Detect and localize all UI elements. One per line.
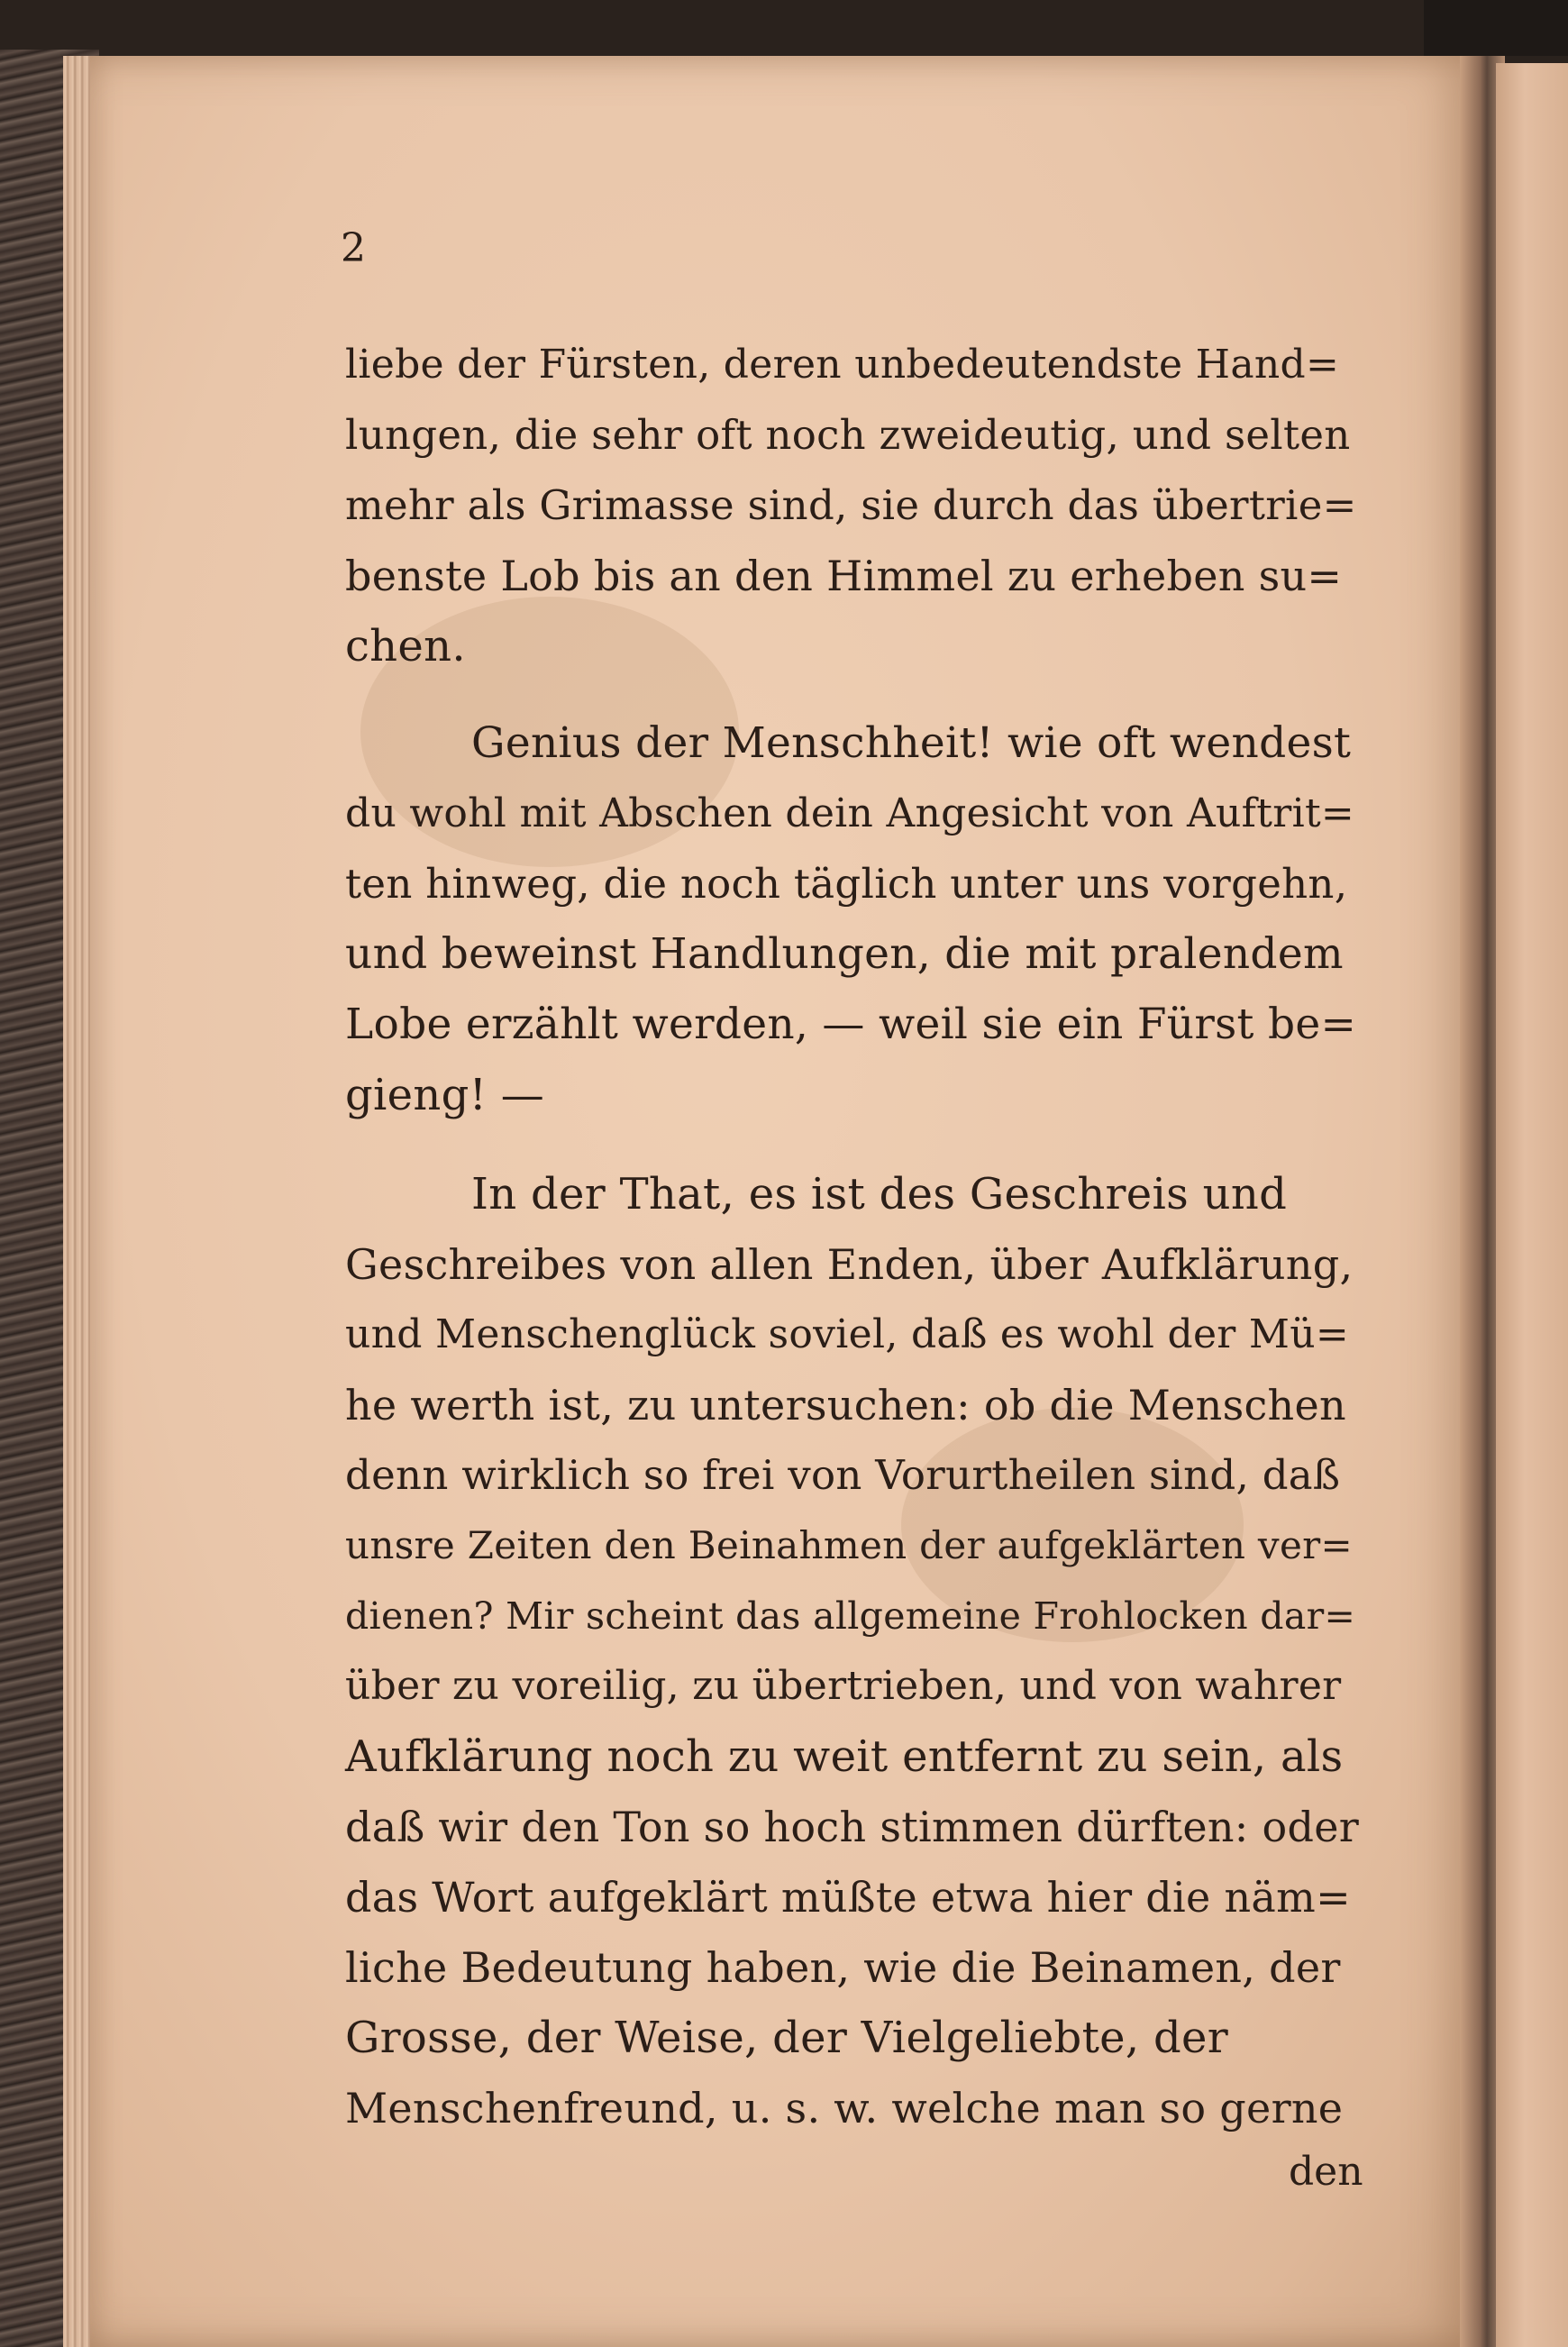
text-line: Lobe erzählt werden, — weil sie ein Fürst be=	[345, 1000, 1357, 1049]
page-number: 2	[341, 225, 366, 271]
text-line: liebe der Fürsten, deren unbedeutendste Hand=	[345, 342, 1340, 388]
text-line: In der That, es ist des Geschreis und	[471, 1169, 1288, 1219]
text-line: denn wirklich so frei von Vorurtheilen sind, daß	[345, 1451, 1341, 1499]
text-line: ten hinweg, die noch täglich unter uns vorgehn,	[345, 860, 1348, 908]
text-line: über zu voreilig, zu übertrieben, und von wahrer	[345, 1663, 1342, 1709]
text-line: und Menschenglück soviel, daß es wohl der Mü=	[345, 1311, 1350, 1357]
text-line: unsre Zeiten den Beinahmen der aufgeklärten ver=	[345, 1523, 1353, 1567]
text-line: Aufklärung noch zu weit entfernt zu sein, als	[345, 1731, 1344, 1782]
text-line: Genius der Menschheit! wie oft wendest	[471, 718, 1352, 768]
text-line: Grosse, der Weise, der Vielgeliebte, der	[345, 2013, 1228, 2063]
background-strip	[1424, 0, 1568, 56]
text-line: Geschreibes von allen Enden, über Aufklärung,	[345, 1240, 1354, 1289]
text-line: he werth ist, zu untersuchen: ob die Menschen	[345, 1381, 1346, 1429]
text-line: liche Bedeutung haben, wie die Beinamen, der	[345, 1943, 1341, 1992]
text-line: benste Lob bis an den Himmel zu erheben su=	[345, 552, 1343, 600]
text-line: Menschenfreund, u. s. w. welche man so gerne	[345, 2084, 1344, 2132]
text-line: daß wir den Ton so hoch stimmen dürften: oder	[345, 1803, 1360, 1851]
text-line: chen.	[345, 621, 466, 671]
text-line: und beweinst Handlungen, die mit pralendem	[345, 929, 1344, 979]
text-line: dienen? Mir scheint das allgemeine Frohlocken dar=	[345, 1594, 1356, 1638]
text-line: mehr als Grimasse sind, sie durch das übertrie=	[345, 481, 1357, 529]
text-line: du wohl mit Abschen dein Angesicht von Auftrit=	[345, 790, 1355, 836]
text-line: lungen, die sehr oft noch zweideutig, und selten	[345, 411, 1351, 459]
catchword: den	[1289, 2149, 1363, 2195]
facing-page-edge	[1496, 63, 1568, 2347]
text-line: das Wort aufgeklärt müßte etwa hier die näm=	[345, 1873, 1351, 1922]
text-line: gieng! —	[345, 1070, 545, 1120]
